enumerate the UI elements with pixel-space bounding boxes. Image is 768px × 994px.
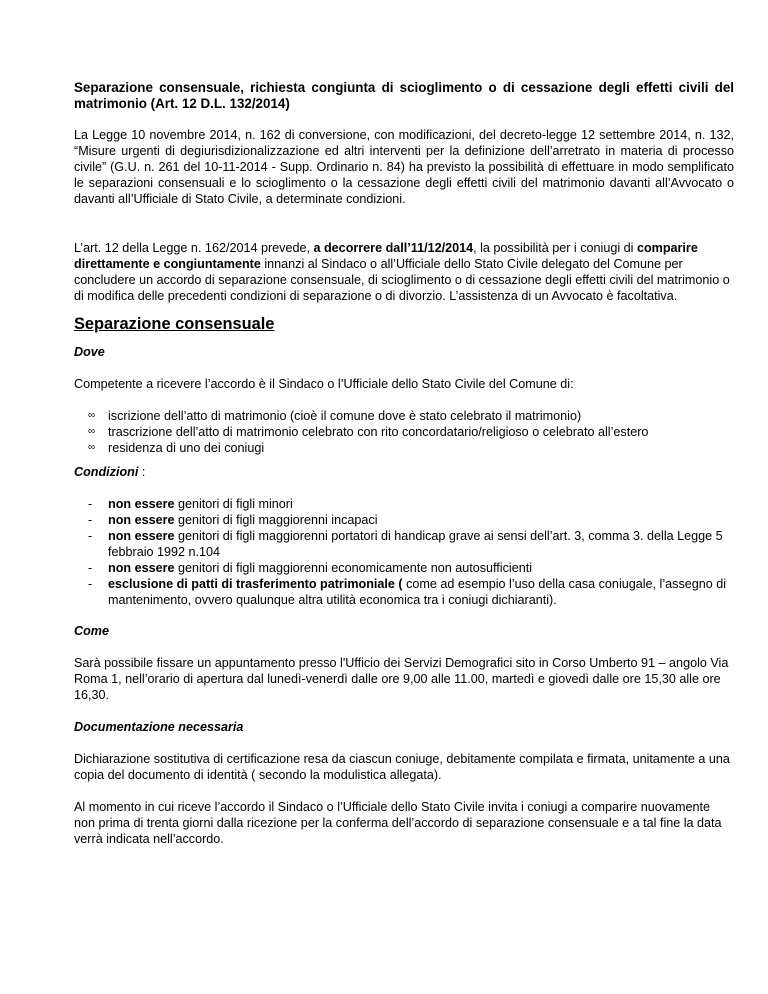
come-heading: Come bbox=[74, 624, 109, 638]
condizioni-colon: : bbox=[138, 465, 146, 479]
dash-bullet-icon: - bbox=[88, 577, 93, 591]
come-paragraph: Sarà possibile fissare un appuntamento presso l'Ufficio dei Servizi Demografici sito in Corso Umberto 91 – angolo Via Roma 1, nell’orario di apertura dal lunedì-venerdì dalle ore 9,00 alle 11.00, martedì e giovedì dalle ore 15,30 alle ore 16,30. bbox=[74, 656, 729, 702]
dash-bullet-icon: - bbox=[88, 529, 93, 543]
art12-text-1: L’art. 12 della Legge n. 162/2014 prevede, bbox=[74, 241, 314, 255]
art12-bold-date: a decorrere dall’11/12/2014 bbox=[313, 241, 474, 255]
condizioni-heading-line bbox=[74, 464, 734, 480]
infinity-bullet-icon: ∞ bbox=[88, 410, 96, 421]
list-item: - non essere genitori di figli minori bbox=[88, 497, 293, 511]
intro-paragraph: La Legge 10 novembre 2014, n. 162 di conversione, con modificazioni, del decreto-legge 12 settembre 2014, n. 132, “Misure urgenti di degiurisdizionalizzazione ed altri interventi per la definizione dell’arretrato in materia di processo civile” (G.U. n. 261 del 10-11-2014 - Supp. Ordinario n. 84) ha previsto la possibilità di effettuare in modo semplificato le separazioni consensuali e lo scioglimento o la cessazione degli effetti civili del matrimonio davanti all’Avvocato o davanti all’Ufficiale di Stato Civile, a determinate condizioni. bbox=[74, 128, 734, 206]
list-item: ∞ residenza di uno dei coniugi bbox=[88, 441, 265, 455]
list-item: ∞ iscrizione dell’atto di matrimonio (cioè il comune dove è stato celebrato il matrimonio) bbox=[88, 409, 582, 423]
list-item: - non essere genitori di figli maggiorenni incapaci bbox=[88, 513, 378, 527]
infinity-bullet-icon: ∞ bbox=[88, 426, 96, 437]
infinity-bullet-icon: ∞ bbox=[88, 442, 96, 453]
art12-text-2: , la possibilità per i coniugi di bbox=[473, 241, 637, 255]
art12-bold-comparire: comparire direttamente e congiuntamente bbox=[74, 241, 698, 271]
list-item: - non essere genitori di figli maggiorenni portatori di handicap grave ai sensi dell’art. 3, comma 3. della Legge 5 febbraio 1992 n.104 bbox=[88, 529, 723, 559]
dove-list bbox=[74, 408, 734, 456]
documentazione-paragraph: Dichiarazione sostitutiva di certificazione resa da ciascun coniuge, debitamente compilata e firmata, unitamente a una copia del documento di identità ( secondo la modulistica allegata). bbox=[74, 752, 730, 782]
art12-text-3: innanzi al Sindaco o all’Ufficiale dello Stato Civile delegato del Comune per concludere un accordo di separazione consensuale, di scioglimento o di cessazione degli effetti civili del matrimonio o di modifica delle precedenti condizioni di separazione o di divorzio. L’assistenza di un Avvocato è facoltativa. bbox=[74, 257, 730, 303]
condizioni-heading: Condizioni bbox=[74, 465, 139, 479]
dash-bullet-icon: - bbox=[88, 513, 93, 527]
dash-bullet-icon: - bbox=[88, 497, 93, 511]
list-item: - esclusione di patti di trasferimento patrimoniale ( come ad esempio l’uso della casa coniugale, l’assegno di mantenimento, ovvero qualunque altra utilità economica tra i coniugi dichiaranti). bbox=[88, 577, 727, 607]
section-heading-separazione: Separazione consensuale bbox=[74, 315, 275, 333]
condizioni-list bbox=[74, 496, 734, 608]
document-page bbox=[74, 80, 734, 847]
dove-paragraph: Competente a ricevere l’accordo è il Sindaco o l’Ufficiale dello Stato Civile del Comune di: bbox=[74, 377, 574, 391]
dash-bullet-icon: - bbox=[88, 561, 93, 575]
dove-heading: Dove bbox=[74, 345, 105, 359]
conferma-paragraph: Al momento in cui riceve l’accordo il Sindaco o l’Ufficiale dello Stato Civile invita i coniugi a comparire nuovamente non prima di trenta giorni dalla ricezione per la conferma dell’accordo di separazione consensuale e a tal fine la data verrà indicata nell’accordo. bbox=[74, 800, 722, 846]
document-title: Separazione consensuale, richiesta congiunta di scioglimento o di cessazione degli effetti civili del matrimonio (Art. 12 D.L. 132/2014) bbox=[74, 80, 734, 111]
list-item: - non essere genitori di figli maggiorenni economicamente non autosufficienti bbox=[88, 561, 533, 575]
art12-paragraph bbox=[74, 240, 734, 304]
list-item: ∞ trascrizione dell’atto di matrimonio celebrato con rito concordatario/religioso o celebrato all’estero bbox=[88, 425, 649, 439]
documentazione-heading: Documentazione necessaria bbox=[74, 720, 244, 734]
